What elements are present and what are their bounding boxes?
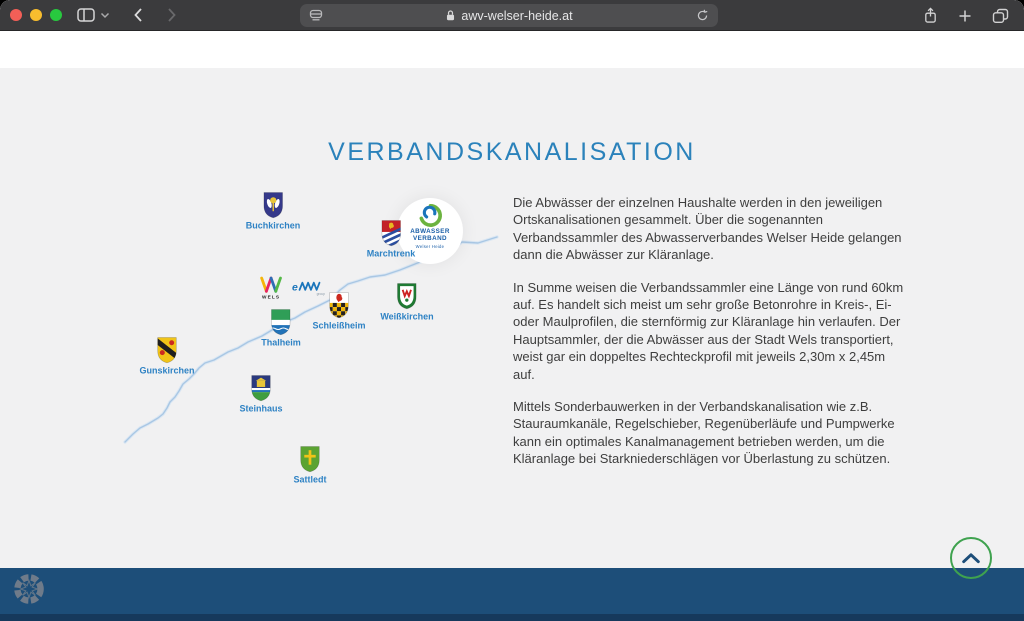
tab-overview-icon: [992, 8, 1009, 24]
zoom-window-button[interactable]: [50, 9, 62, 21]
paragraph-3: Mittels Sonderbauwerken in der Verbandskanalisation wie z.B. Stauraumkanäle, Regelschieber, Regenüberläufe und Pumpwerke kann ein optimales Kanalmanagement betrieben werden, um die Kläranlage bei Starkniederschlägen vor Überlastung zu schützen.: [513, 399, 895, 467]
back-icon: [132, 7, 144, 23]
svg-text:e: e: [291, 282, 298, 294]
footer-bottom-edge: [0, 614, 1024, 621]
abwasserverband-logo-icon: [418, 203, 443, 228]
buchkirchen-crest-icon: [262, 192, 283, 219]
map-municipality-marchtrenk: [367, 220, 416, 259]
traffic-lights: [10, 9, 62, 21]
gunskirchen-label: Gunskirchen: [139, 365, 195, 376]
sidebar-toggle-button[interactable]: [74, 3, 98, 27]
sidebar-menu-button[interactable]: [98, 3, 112, 27]
lock-icon: [445, 9, 456, 22]
new-tab-button[interactable]: [953, 4, 977, 28]
share-button[interactable]: [918, 4, 942, 28]
map-municipality-thalheim: [261, 309, 301, 348]
hub-label-line2: VERBAND: [413, 235, 447, 242]
scroll-to-top-button[interactable]: [950, 537, 992, 579]
url-text: awv-welser-heide.at: [461, 8, 573, 23]
hub-sublabel: Welser Heide: [415, 243, 445, 249]
weisskirchen-crest-icon: [396, 283, 417, 310]
steinhaus-label: Steinhaus: [239, 403, 283, 414]
map-municipality-steinhaus: [239, 375, 282, 414]
webpage: [0, 31, 1024, 621]
svg-text:group: group: [316, 292, 325, 297]
marchtrenk-label: Marchtrenk: [366, 248, 416, 259]
weisskirchen-label: Weißkirchen: [380, 311, 434, 322]
chevron-down-icon: [100, 11, 110, 19]
new-tab-icon: [958, 9, 972, 23]
schleissheim-label: Schleißheim: [312, 320, 366, 331]
address-bar[interactable]: [300, 4, 718, 27]
tab-overview-button[interactable]: [988, 4, 1012, 28]
hub-label-line1: ABWASSER: [410, 228, 450, 235]
sidebar-icon: [77, 7, 95, 23]
page-title: VERBANDSKANALISATION: [328, 138, 696, 166]
chevron-up-icon: [960, 551, 982, 565]
schleissheim-crest-icon: [328, 292, 349, 319]
close-window-button[interactable]: [10, 9, 22, 21]
site-footer: [0, 568, 1024, 621]
paragraph-1: Die Abwässer der einzelnen Haushalte werden in den jeweiligen Ortskanalisationen gesammelt. Über die sogenannten Verbandssammler des Abwasserverbandes Welser Heide gelangen dann die Abwässer zur Kläranlage.: [513, 195, 902, 263]
browser-chrome: [0, 0, 1024, 31]
map-municipality-sattledt: [293, 446, 326, 485]
back-button[interactable]: [126, 3, 150, 27]
map-municipality-weisskirchen: [380, 283, 433, 322]
footer-emblem-icon: [10, 570, 48, 613]
svg-text:WELS: WELS: [262, 294, 281, 300]
steinhaus-crest-icon: [250, 375, 271, 402]
sattledt-label: Sattledt: [293, 474, 327, 485]
map-municipality-wels: [256, 274, 288, 300]
sattledt-crest-icon: [299, 446, 320, 473]
thalheim-crest-icon: [270, 309, 291, 336]
thalheim-label: Thalheim: [261, 337, 301, 348]
article-text: [513, 194, 905, 483]
gunskirchen-crest-icon: [156, 337, 177, 364]
map-municipality-schleissheim: [312, 292, 365, 331]
forward-icon: [166, 7, 178, 23]
minimize-window-button[interactable]: [30, 9, 42, 21]
forward-button[interactable]: [160, 3, 184, 27]
share-icon: [923, 7, 938, 24]
map-municipality-gunskirchen: [139, 337, 194, 376]
marchtrenk-crest-icon: [380, 220, 401, 247]
wels-crest-icon: [256, 274, 288, 300]
buchkirchen-label: Buchkirchen: [245, 220, 301, 231]
paragraph-2: In Summe weisen die Verbandssammler eine Länge von rund 60km auf. Es handelt sich meist um sehr große Betonrohre in Kreis-, Ei- oder Maulprofilen, die sternförmig zur Kläranlage hin verlaufen. Der Hauptsammler, der die Abwässer aus der Stadt Wels transportiert, weist gar ein doppeltes Rechteckprofil mit jeweils 2,30m x 2,45m auf.: [513, 279, 904, 382]
map-municipality-buchkirchen: [246, 192, 301, 231]
